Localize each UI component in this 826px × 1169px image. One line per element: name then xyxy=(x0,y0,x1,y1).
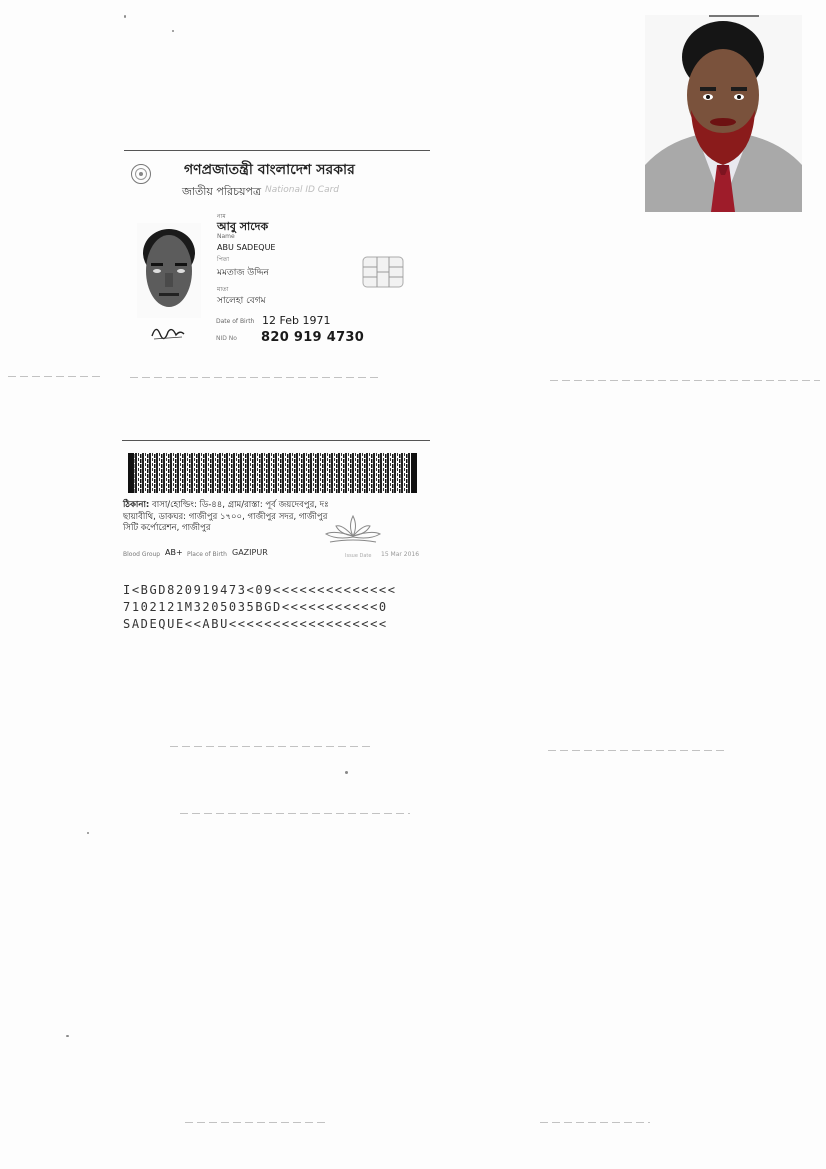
father-name: মমতাজ উদ্দিন xyxy=(217,268,269,278)
card-title-bangla: জাতীয় পরিচয়পত্র xyxy=(182,185,262,198)
scan-artifact-line xyxy=(170,746,370,747)
address-text: বাসা/হোল্ডিং: ডি-৪৪, গ্রাম/রাস্তা: পূর্ব জয়দেবপুর, দঃ ছায়াবীথি, ডাকঘর: গাজীপুর ১৭০০, গাজীপুর সদর, গাজীপুর সিটি কর্পোরেশন, গাজীপুর xyxy=(123,500,329,533)
mrz-line-1: I<BGD820919473<09<<<<<<<<<<<<<< xyxy=(123,583,397,597)
nid-number-label: NID No xyxy=(216,335,237,342)
government-emblem-icon xyxy=(130,163,152,185)
water-lily-emblem-icon xyxy=(322,510,384,546)
address-label: ঠিকানা: xyxy=(123,500,150,510)
card-title-english: National ID Card xyxy=(265,185,340,195)
back-card-top-border xyxy=(122,440,430,441)
government-title: গণপ্রজাতন্ত্রী বাংলাদেশ সরকার xyxy=(184,162,355,178)
name-bangla-label: নাম xyxy=(217,213,226,220)
scan-artifact-line xyxy=(185,1122,325,1123)
mother-name: সালেহা বেগম xyxy=(217,296,266,306)
scan-speck xyxy=(124,15,126,18)
id-card-photo xyxy=(137,223,201,318)
mrz-line-2: 7102121M3205035BGD<<<<<<<<<<<0 xyxy=(123,600,388,614)
father-label: পিতা xyxy=(217,256,230,263)
blood-group-label: Blood Group xyxy=(123,551,161,558)
scan-speck xyxy=(87,832,89,834)
scan-speck xyxy=(66,1035,69,1037)
mrz-line-3: SADEQUE<<ABU<<<<<<<<<<<<<<<<<< xyxy=(123,617,388,631)
name-english: ABU SADEQUE xyxy=(217,243,276,252)
scan-artifact-line xyxy=(180,813,410,814)
smart-chip-icon xyxy=(362,256,404,288)
scan-artifact-line xyxy=(130,377,380,378)
scan-artifact-line xyxy=(550,380,820,381)
place-of-birth: GAZIPUR xyxy=(232,548,268,557)
nid-number: 820 919 4730 xyxy=(261,330,365,345)
address-block xyxy=(123,500,333,535)
date-of-birth-label: Date of Birth xyxy=(216,318,255,325)
scan-artifact-line xyxy=(8,376,103,377)
front-card-top-border xyxy=(124,150,430,151)
scan-artifact-line xyxy=(540,1122,650,1123)
mother-label: মাতা xyxy=(217,286,229,293)
issue-date: 15 Mar 2016 xyxy=(381,551,420,558)
issue-date-label: Issue Date xyxy=(345,553,372,559)
scan-speck xyxy=(172,30,174,32)
name-bangla: আবু সাদেক xyxy=(217,220,269,233)
signature xyxy=(150,322,186,342)
place-of-birth-label: Place of Birth xyxy=(187,551,227,558)
name-english-label: Name xyxy=(217,233,235,240)
date-of-birth: 12 Feb 1971 xyxy=(262,314,331,327)
passport-photo xyxy=(645,15,802,212)
scan-artifact-line xyxy=(548,750,728,751)
scan-speck xyxy=(345,771,348,774)
blood-group: AB+ xyxy=(165,548,183,557)
pdf417-barcode xyxy=(128,453,418,493)
